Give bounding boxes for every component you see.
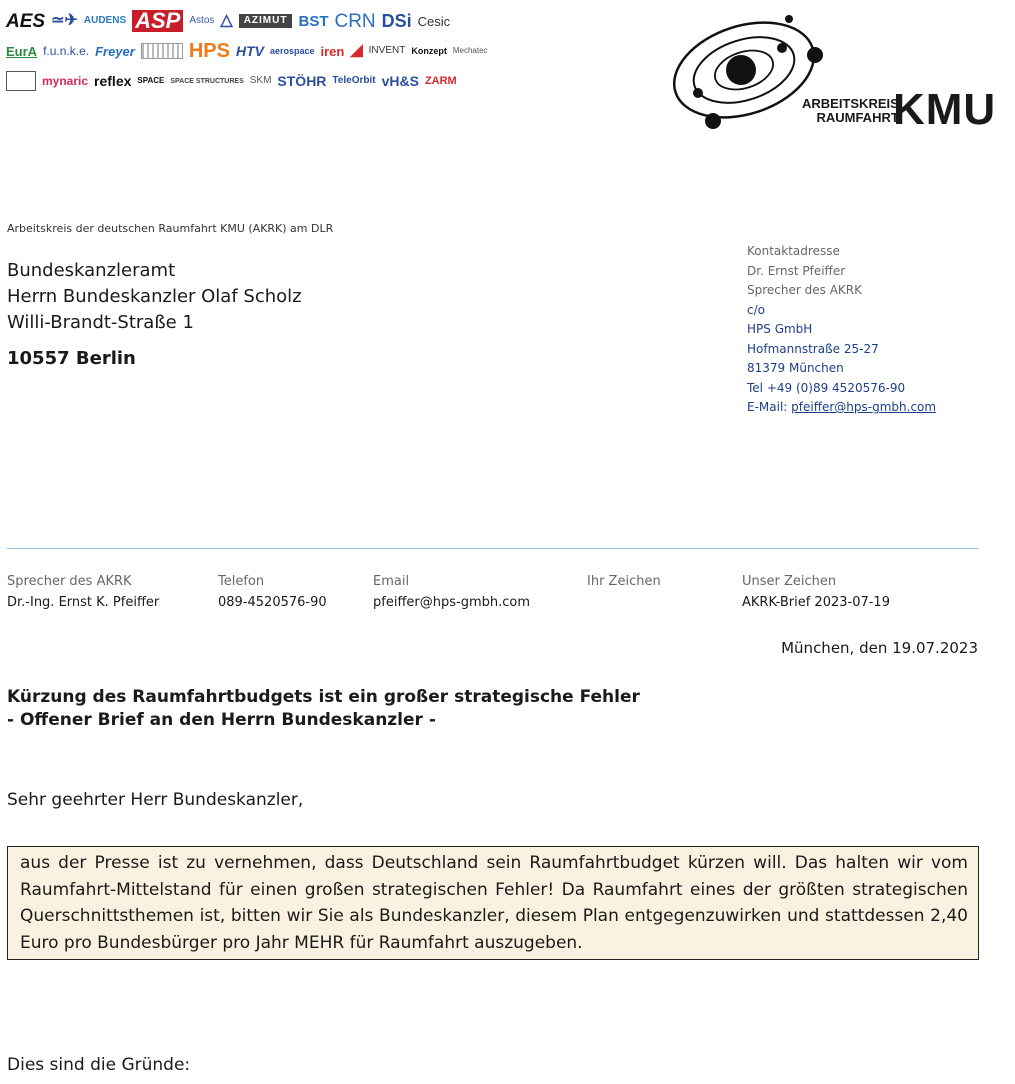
contact-co: c/o [747, 302, 765, 317]
info-your-ref [587, 571, 661, 592]
logo-hps: HPS [188, 40, 230, 62]
contact-heading: Kontaktadresse [747, 244, 840, 258]
logo-skm: SKM [249, 75, 272, 86]
info-speaker-label: Sprecher des AKRK [7, 574, 132, 589]
signal-icon: ◢ [350, 42, 363, 59]
box-logo-icon [6, 71, 36, 91]
contact-name: Dr. Ernst Pfeiffer [747, 263, 846, 278]
info-our-ref [742, 571, 890, 613]
sender-line: Arbeitskreis der deutschen Raumfahrt KMU (AKRK) am DLR [7, 222, 334, 235]
highlighted-paragraph: aus der Presse ist zu vernehmen, dass Deutschland sein Raumfahrtbudget kürzen will. Das halten wir vom Raumfahrt-Mittelstand für einen großen strategischen Fehler! Da Raumfahrt eines der größten strategischen Querschnittsthemen ist, bitten wir Sie als Bundeskanzler, diesem Plan entgegenzuwirken und stattdessen 2,40 Euro pro Bundesbürger pro Jahr MEHR für Raumfahrt auszugeben. [7, 846, 979, 960]
logo-dsi: DSi [381, 11, 412, 31]
logo-stohr: STÖHR [277, 73, 327, 89]
subject-line1: Kürzung des Raumfahrtbudgets ist ein großer strategische Fehler [7, 687, 640, 707]
recipient-line1: Bundeskanzleramt [7, 260, 176, 281]
reasons-intro: Dies sind die Gründe: [7, 1055, 191, 1075]
logo-aerospace: aerospace [269, 45, 315, 56]
info-our-ref-label: Unser Zeichen [742, 574, 837, 589]
akrk-logo-text [802, 97, 899, 125]
logo-reflex: reflex [94, 73, 132, 89]
logo-invent: INVENT [368, 45, 406, 56]
info-email-value: pfeiffer@hps-gmbh.com [373, 595, 530, 610]
contact-email-label: E-Mail: [747, 400, 792, 414]
recipient-line3: Willi-Brandt-Straße 1 [7, 312, 194, 333]
info-speaker [7, 571, 159, 613]
info-email [373, 571, 530, 613]
logo-bst: BST [298, 12, 329, 30]
logo-cesic: Cesic [417, 13, 451, 29]
member-logos [6, 6, 572, 98]
contact-email-link[interactable]: pfeiffer@hps-gmbh.com [791, 400, 937, 414]
striped-logo-icon [141, 43, 183, 59]
logo-eura: EurA [6, 43, 38, 59]
logo-mynaric: mynaric [42, 74, 89, 88]
logo-htv: HTV [235, 43, 264, 59]
info-phone-label: Telefon [218, 574, 265, 589]
recipient-line2: Herrn Bundeskanzler Olaf Scholz [7, 286, 302, 307]
plane-icon: ≃✈ [51, 12, 78, 29]
info-email-label: Email [373, 574, 410, 589]
logo-row-1 [6, 6, 572, 36]
logo-vhs: vH&S [381, 73, 419, 89]
logo-astos: Astos [189, 15, 215, 26]
info-phone-value: 089-4520576-90 [218, 595, 327, 610]
letter-date: München, den 19.07.2023 [781, 639, 978, 657]
info-our-ref-value: AKRK-Brief 2023-07-19 [742, 595, 890, 610]
logo-asp: ASP [132, 10, 183, 32]
info-phone [218, 571, 327, 613]
salutation: Sehr geehrter Herr Bundeskanzler, [7, 790, 304, 810]
logo-azimut: AZIMUT [239, 14, 293, 28]
info-speaker-value: Dr.-Ing. Ernst K. Pfeiffer [7, 595, 160, 610]
contact-block [747, 242, 936, 418]
logo-zarm: ZARM [424, 74, 457, 87]
info-your-ref-label: Ihr Zeichen [587, 574, 661, 589]
divider [7, 548, 978, 549]
contact-email-line [747, 398, 936, 418]
logo-teleorbit: TeleOrbit [332, 75, 376, 86]
logo-konzept: Konzept [411, 45, 447, 56]
logo-row-3 [6, 66, 572, 96]
logo-audens: AUDENS [83, 15, 127, 26]
akrk-logo-line2: RAUMFAHRT [816, 110, 899, 125]
logo-row-2 [6, 36, 572, 66]
contact-city: 81379 München [747, 361, 844, 375]
triangle-icon: △ [220, 12, 233, 29]
contact-tel: Tel +49 (0)89 4520576-90 [747, 380, 906, 395]
logo-space-structures: SPACE STRUCTURES [170, 77, 244, 85]
logo-freyer: Freyer [95, 43, 135, 59]
logo-mechatec: Mechatec [452, 46, 488, 55]
logo-crn: CRN [334, 10, 376, 32]
recipient-city: 10557 Berlin [7, 348, 136, 369]
logo-space: SPACE [137, 76, 165, 85]
contact-street: Hofmannstraße 25-27 [747, 341, 879, 356]
contact-role: Sprecher des AKRK [747, 283, 862, 297]
letter-subject [7, 686, 640, 732]
logo-aes: AES [6, 10, 46, 32]
recipient-address [7, 258, 302, 336]
akrk-logo-line1: ARBEITSKREIS [802, 96, 899, 111]
akrk-logo-kmu: KMU [893, 85, 997, 134]
logo-iren: iren [320, 43, 345, 59]
logo-funke: f.u.n.k.e. [43, 44, 90, 58]
contact-company: HPS GmbH [747, 322, 813, 336]
subject-line2: - Offener Brief an den Herrn Bundeskanzler - [7, 710, 436, 730]
